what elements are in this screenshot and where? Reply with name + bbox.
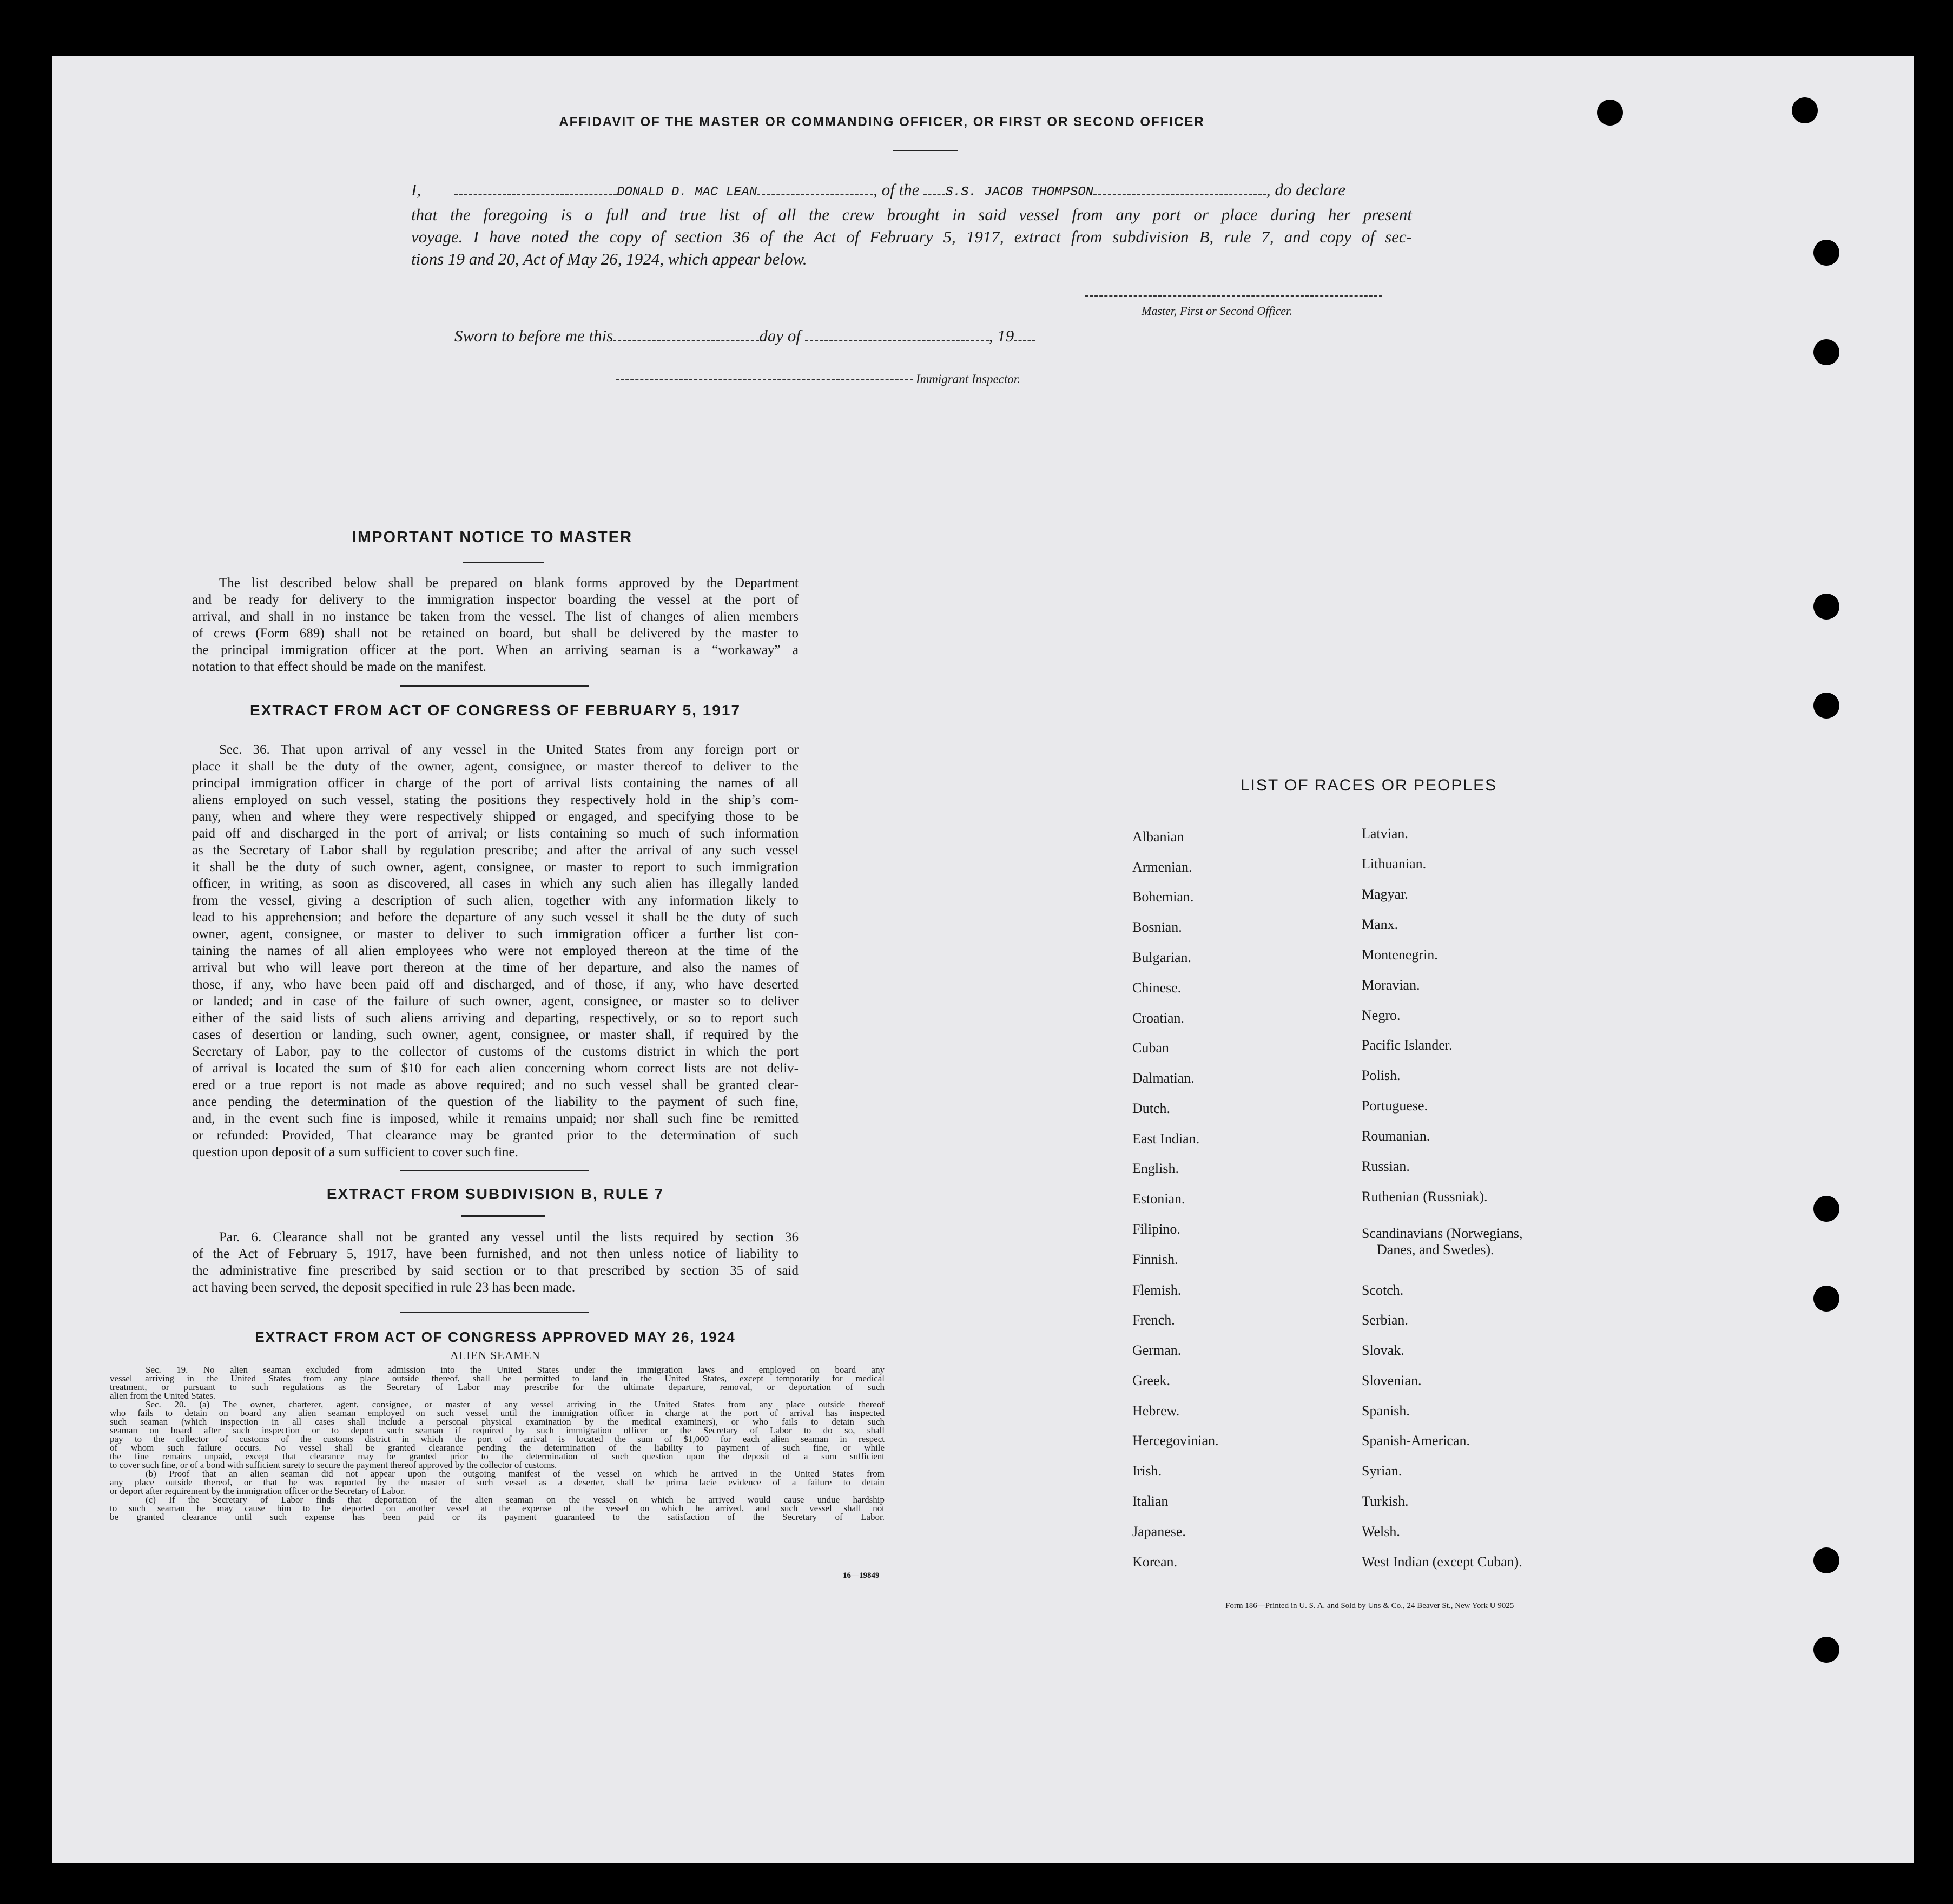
extract-line: from the vessel, giving a description of such alien, together with any information likely to: [192, 893, 799, 908]
seamen-line: who fails to detain on board any alien seaman employed on such vessel until the immigration officer in charge at the port of arrival has inspected: [110, 1408, 885, 1418]
extract-line: place it shall be the duty of the owner, agent, consignee, or master thereof to deliver to the: [192, 759, 799, 774]
extract-line: question upon deposit of a sum sufficient to cover such fine.: [192, 1145, 518, 1159]
year-label: , 19: [988, 326, 1014, 345]
race-item: Polish.: [1362, 1068, 1401, 1083]
race-item: Montenegrin.: [1362, 947, 1438, 963]
race-item: Syrian.: [1362, 1463, 1402, 1479]
year-field[interactable]: [1014, 340, 1035, 341]
seamen-line: seaman on board after such inspection or to deport such seaman if required by such immigration officer or the Secretary of Labor to do so, shall: [110, 1425, 885, 1435]
seamen-line: any place outside thereof, or that he was reported by the master of such vessel as a deserter, shall be prima facie evidence of a failure to detain: [110, 1477, 885, 1487]
seamen-line: to cover such fine, or of a bond with sufficient surety to secure the payment thereof approved by the collector of customs.: [110, 1460, 557, 1470]
divider: [461, 1215, 545, 1217]
master-name-field[interactable]: DONALD D. MAC LEAN: [617, 185, 757, 200]
seamen-line: the fine remains unpaid, except that clearance may be granted prior to the determination of such question upon the deposit of a sum sufficient: [110, 1451, 885, 1461]
signature-line[interactable]: [1085, 295, 1382, 297]
declare-label: , do declare: [1266, 180, 1345, 199]
seamen-line: pay to the collector of customs of the customs district in which the port of arrival is located the sum of $1,000 for each alien seaman in respect: [110, 1434, 885, 1444]
race-item: Scandinavians (Norwegians,: [1362, 1226, 1523, 1241]
race-item: Negro.: [1362, 1007, 1401, 1023]
seamen-line: Sec. 20. (a) The owner, charterer, agent, consignee, or master of any vessel arriving in the United States from any place outside thereof: [146, 1399, 885, 1409]
race-item: Latvian.: [1362, 826, 1408, 841]
race-item: Bulgarian.: [1132, 950, 1192, 965]
rule7-line: the administrative fine prescribed by said section or to that prescribed by section 35 of said: [192, 1263, 799, 1278]
race-item: Scotch.: [1362, 1282, 1404, 1298]
race-item: Danes, and Swedes).: [1377, 1242, 1494, 1257]
extract-line: lead to his apprehension; and before the departure of any such vessel it shall be the duty of such: [192, 910, 799, 925]
race-item: Albanian: [1132, 829, 1184, 845]
race-item: Chinese.: [1132, 980, 1182, 996]
rule7-line: of the Act of February 5, 1917, have been furnished, and not then unless notice of liability to: [192, 1247, 799, 1261]
race-item: Russian.: [1362, 1158, 1410, 1174]
form-footer: Form 186—Printed in U. S. A. and Sold by Uns & Co., 24 Beaver St., New York U 9025: [1225, 1602, 1514, 1610]
race-item: Flemish.: [1132, 1282, 1182, 1298]
races-title: LIST OF RACES OR PEOPLES: [1240, 776, 1497, 794]
race-item: Croatian.: [1132, 1010, 1185, 1026]
race-item: Manx.: [1362, 917, 1398, 932]
punch-hole: [1813, 1196, 1839, 1222]
punch-hole: [1813, 339, 1839, 365]
notice-line: the principal immigration officer at the port. When an arriving seaman is a “workaway” a: [192, 643, 799, 657]
race-item: Filipino.: [1132, 1221, 1180, 1237]
race-item: Portuguese.: [1362, 1098, 1428, 1114]
race-item: Pacific Islander.: [1362, 1037, 1453, 1053]
extract-line: aliens employed on such vessel, stating the positions they respectively hold in the ship’s com-: [192, 793, 799, 807]
extract-line: Sec. 36. That upon arrival of any vessel in the United States from any foreign port or: [219, 742, 799, 757]
vessel-name-field[interactable]: S.S. JACOB THOMPSON: [945, 185, 1093, 200]
notice-line: and be ready for delivery to the immigration inspector boarding the vessel at the port of: [192, 592, 799, 607]
race-item: Bosnian.: [1132, 919, 1182, 935]
extract-line: as the Secretary of Labor shall by regulation prescribe; and after the arrival of any such vessel: [192, 843, 799, 858]
extract-line: pany, when and where they were respectively shipped or engaged, and specifying those to be: [192, 809, 799, 824]
extract-line: Secretary of Labor, pay to the collector of customs of the customs district in which the port: [192, 1044, 799, 1059]
extract-1924-subtitle: ALIEN SEAMEN: [450, 1349, 540, 1362]
month-field[interactable]: [805, 340, 989, 341]
extract-line: those, if any, who have been paid off and discharged, and of those, if any, who have deserted: [192, 977, 799, 992]
divider: [893, 150, 958, 151]
punch-hole: [1813, 1637, 1839, 1663]
notice-line: notation to that effect should be made on the manifest.: [192, 660, 486, 674]
extract-line: it shall be the duty of such owner, agent, consignee, or master to report to such immigration: [192, 860, 799, 874]
rule7-title: EXTRACT FROM SUBDIVISION B, RULE 7: [326, 1185, 664, 1202]
race-item: Magyar.: [1362, 886, 1408, 902]
extract-line: paid off and discharged in the port of arrival; or lists containing so much of such information: [192, 826, 799, 841]
declaration-line: tions 19 and 20, Act of May 26, 1924, which appear below.: [411, 249, 807, 268]
extract-1924-text: [110, 1366, 885, 1521]
of-the-label: , of the: [873, 180, 920, 199]
race-item: Hercegovinian.: [1132, 1433, 1219, 1448]
punch-hole: [1813, 1286, 1839, 1312]
seamen-line: (b) Proof that an alien seaman did not appear upon the outgoing manifest of the vessel on which he arrived in the United States from: [146, 1468, 885, 1479]
seamen-line: treatment, or pursuant to such regulations as the Secretary of Labor may prescribe for the ultimate departure, removal, or deportation of such: [110, 1382, 885, 1392]
extract-line: of arrival is located the sum of $10 for each alien concerning whom correct lists are not deliv-: [192, 1061, 799, 1076]
race-item: Bohemian.: [1132, 889, 1194, 905]
race-item: West Indian (except Cuban).: [1362, 1554, 1522, 1570]
race-item: Spanish.: [1362, 1403, 1410, 1419]
divider: [400, 685, 589, 687]
notice-line: The list described below shall be prepared on blank forms approved by the Department: [219, 576, 799, 590]
extract-line: ered or a true report is not made as above required; and no such vessel shall be granted clear-: [192, 1078, 799, 1092]
notice-title: IMPORTANT NOTICE TO MASTER: [352, 529, 633, 546]
race-item: Serbian.: [1362, 1312, 1408, 1328]
sworn-label: Sworn to before me this: [454, 326, 613, 345]
seamen-line: or deport after requirement by the immigration officer or the Secretary of Labor.: [110, 1486, 405, 1496]
punch-hole: [1813, 1547, 1839, 1573]
race-item: Finnish.: [1132, 1251, 1178, 1267]
extract-line: principal immigration officer in charge of the port of arrival lists containing the names of all: [192, 776, 799, 790]
extract-1917-title: EXTRACT FROM ACT OF CONGRESS OF FEBRUARY 5, 1917: [249, 702, 741, 719]
seamen-line: to such seaman he may cause him to be deported on another vessel at the expense of the vessel on which he arrived, and such vessel shall not: [110, 1503, 885, 1513]
race-item: East Indian.: [1132, 1131, 1200, 1147]
race-item: Ruthenian (Russniak).: [1362, 1189, 1488, 1204]
race-item: Estonian.: [1132, 1191, 1185, 1207]
seamen-line: such seaman (which inspection in all cases shall include a personal physical examination by the medical examiners), or who fails to detain such: [110, 1417, 885, 1427]
race-item: Armenian.: [1132, 859, 1192, 875]
extract-1917-text: [192, 741, 799, 1161]
inspector-caption: Immigrant Inspector.: [916, 372, 1020, 386]
race-item: Hebrew.: [1132, 1403, 1180, 1419]
extract-line: and, in the event such fine is imposed, while it remains unpaid; nor shall such fine be remitted: [192, 1111, 799, 1126]
race-item: Slovenian.: [1362, 1373, 1422, 1388]
rule7-text: [192, 1229, 799, 1296]
sworn-line: [454, 326, 1035, 346]
race-item: Japanese.: [1132, 1524, 1186, 1539]
punch-hole: [1792, 97, 1818, 123]
punch-hole: [1813, 693, 1839, 719]
extract-1924-title: EXTRACT FROM ACT OF CONGRESS APPROVED MAY 26, 1924: [255, 1329, 736, 1345]
declaration-line: voyage. I have noted the copy of section 36 of the Act of February 5, 1917, extract from subdivision B, rule 7, and copy of sec-: [411, 227, 1412, 246]
day-of-label: day of: [759, 326, 801, 345]
seamen-line: vessel arriving in the United States from any place outside thereof, shall be permitted to land in the United States, except temporarily for medical: [110, 1373, 885, 1383]
race-item: Turkish.: [1362, 1493, 1409, 1509]
i-label: I,: [411, 180, 421, 199]
race-item: Irish.: [1132, 1463, 1162, 1479]
notice-text: [192, 575, 799, 675]
race-item: German.: [1132, 1342, 1182, 1358]
race-item: Dutch.: [1132, 1101, 1171, 1116]
seamen-line: Sec. 19. No alien seaman excluded from admission into the United States under the immigration laws and employed on board any: [146, 1365, 885, 1375]
divider: [463, 562, 544, 563]
extract-line: arrival but who will leave port thereon at the time of her departure, and also the names of: [192, 960, 799, 975]
divider: [400, 1170, 589, 1171]
extract-line: or refunded: Provided, That clearance may be granted prior to the determination of such: [192, 1128, 799, 1143]
race-item: Moravian.: [1362, 977, 1420, 993]
notice-line: of crews (Form 689) shall not be retained on board, but shall be delivered by the master to: [192, 626, 799, 641]
extract-line: either of the said lists of such aliens arriving and departing, respectively, or so to report such: [192, 1011, 799, 1025]
race-item: Welsh.: [1362, 1524, 1400, 1539]
extract-line: taining the names of all alien employees who were not employed thereon at the time of the: [192, 944, 799, 958]
inspector-signature-line[interactable]: [616, 379, 913, 380]
extract-line: ance pending the determination of the question of the liability to the payment of such fine,: [192, 1095, 799, 1109]
seamen-line: alien from the United States.: [110, 1391, 215, 1401]
race-item: Lithuanian.: [1362, 856, 1427, 872]
race-item: Greek.: [1132, 1373, 1171, 1388]
rule7-line: Par. 6. Clearance shall not be granted any vessel until the lists required by section 36: [219, 1230, 799, 1244]
affidavit-declaration: [411, 179, 1412, 270]
notice-line: arrival, and shall in no instance be taken from the vessel. The list of changes of alien members: [192, 609, 799, 624]
declaration-line: that the foregoing is a full and true list of all the crew brought in said vessel from any port or place during her present: [411, 205, 1412, 224]
seamen-line: of whom such failure occurs. No vessel shall be granted clearance pending the determination of the liability to payment of such fine, or while: [110, 1442, 885, 1453]
divider: [400, 1312, 589, 1313]
race-item: Roumanian.: [1362, 1128, 1430, 1144]
race-item: Slovak.: [1362, 1342, 1404, 1358]
race-item: English.: [1132, 1161, 1179, 1176]
extract-line: or landed; and in case of the failure of such owner, agent, consignee, or master so to deliver: [192, 994, 799, 1009]
race-item: Dalmatian.: [1132, 1070, 1195, 1086]
punch-hole: [1813, 240, 1839, 266]
extract-line: owner, agent, consignee, or master to deliver to such immigration officer a further list con-: [192, 927, 799, 941]
punch-hole: [1813, 594, 1839, 620]
extract-line: officer, in writing, as soon as discovered, all cases in which any such alien has illegally landed: [192, 877, 799, 891]
seamen-line: be granted clearance until such expense has been paid or its payment guaranteed to the satisfaction of the Secretary of Labor.: [110, 1512, 885, 1522]
race-item: Cuban: [1132, 1040, 1169, 1056]
punch-hole: [1597, 100, 1623, 126]
rule7-line: act having been served, the deposit specified in rule 23 has been made.: [192, 1280, 576, 1295]
race-item: Spanish-American.: [1362, 1433, 1470, 1448]
day-field[interactable]: [613, 340, 759, 341]
affidavit-title: AFFIDAVIT OF THE MASTER OR COMMANDING OFFICER, OR FIRST OR SECOND OFFICER: [559, 115, 1205, 129]
seamen-line: (c) If the Secretary of Labor finds that deportation of the alien seaman on the vessel on which he arrived would cause undue hardship: [146, 1494, 885, 1505]
signature-caption: Master, First or Second Officer.: [1142, 304, 1292, 318]
race-item: French.: [1132, 1312, 1175, 1328]
race-item: Korean.: [1132, 1554, 1178, 1570]
print-code: 16—19849: [843, 1571, 880, 1580]
race-item: Italian: [1132, 1493, 1169, 1509]
extract-line: cases of desertion or landing, such owner, agent, consignee, or master shall, if required by the: [192, 1027, 799, 1042]
